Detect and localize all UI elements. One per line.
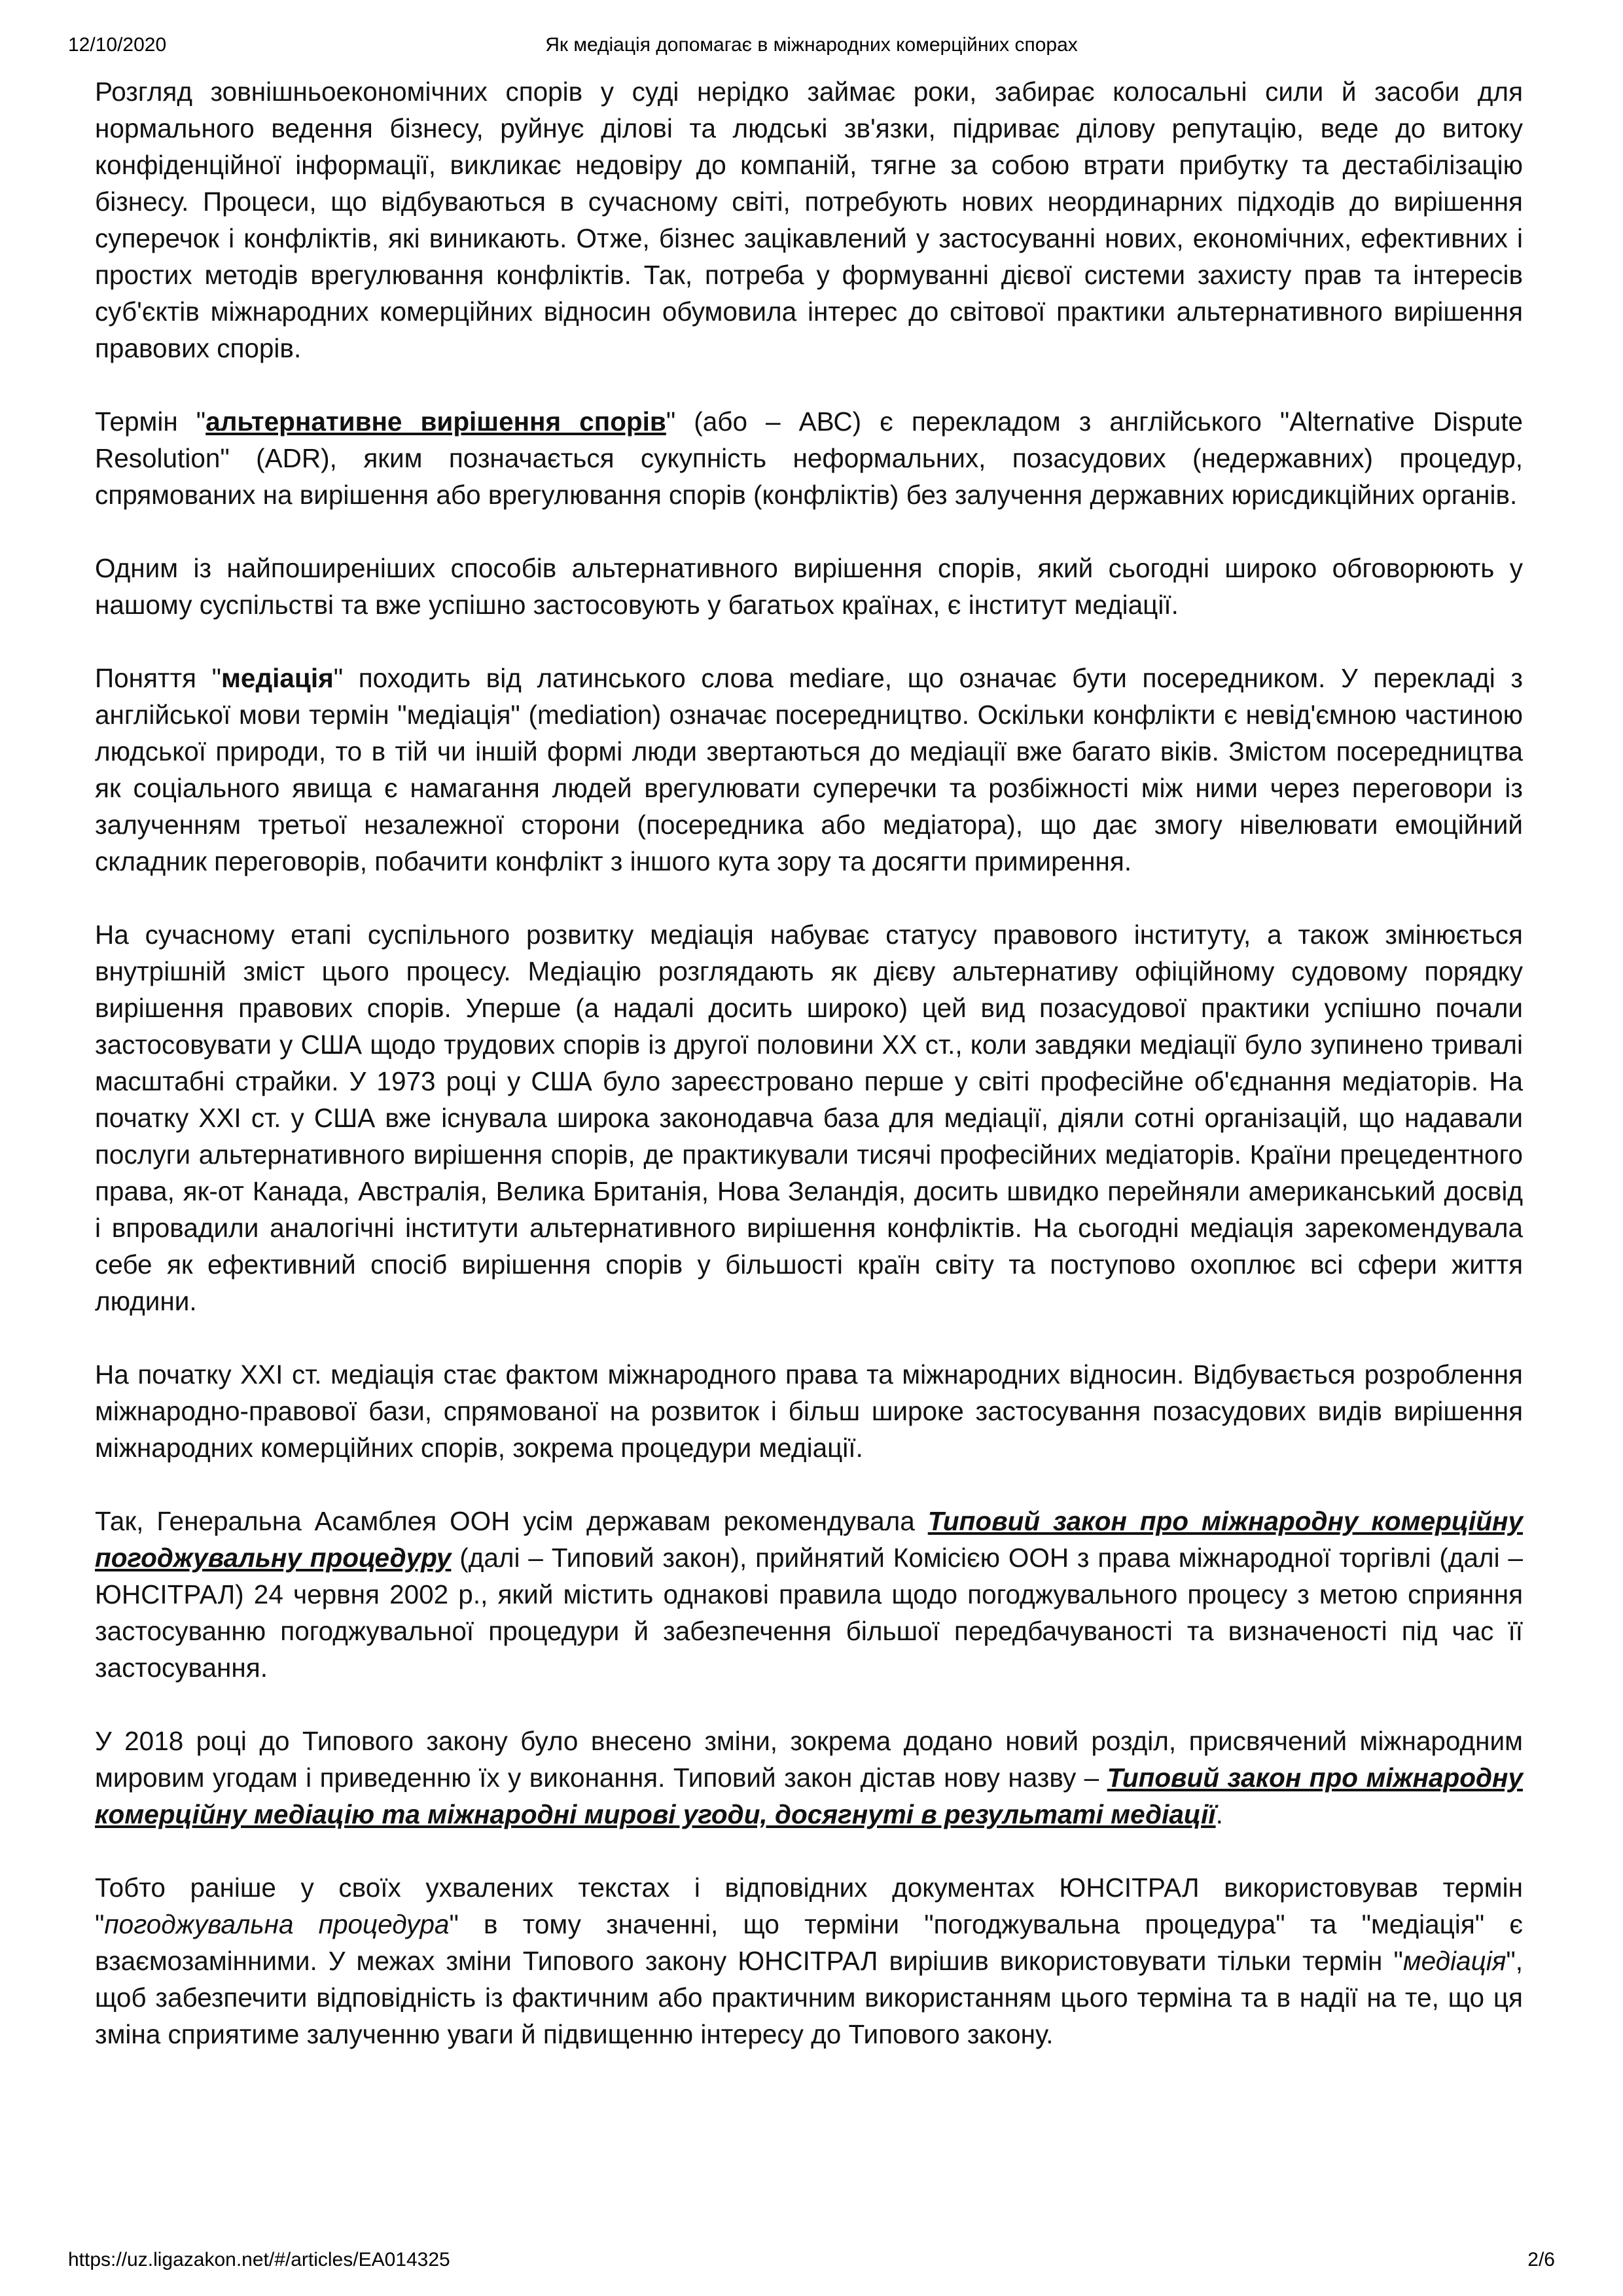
paragraph-7-text-before: Так, Генеральна Асамблея ООН усім державам рекомендувала [95, 1506, 928, 1536]
paragraph-9 [95, 1869, 1523, 2053]
paragraph-5: На сучасному етапі суспільного розвитку медіація набуває статусу правового інституту, а також змінюється внутрішній зміст цього процесу. Медіацію розглядають як дієву альтернативу офіційному судовому порядку вирішення правових спорів. Уперше (а надалі досить широко) цей вид позасудової практики успішно почали застосовувати у США щодо трудових спорів із другої половини XX ст., коли завдяки медіації було зупинено тривалі масштабні страйки. У 1973 році у США було зареєстровано перше у світі професійне об'єднання медіаторів. На початку XXI ст. у США вже існувала широка законодавча база для медіації, діяли сотні організацій, що надавали послуги альтернативного вирішення спорів, де практикували тисячі професійних медіаторів. Країни прецедентного права, як-от Канада, Австралія, Велика Британія, Нова Зеландія, досить швидко перейняли американський досвід і впровадили аналогічні інститути альтернативного вирішення конфліктів. На сьогодні медіація зарекомендувала себе як ефективний спосіб вирішення спорів у більшості країн світу та поступово охоплює всі сфери життя людини. [95, 920, 1523, 1316]
print-footer [68, 2249, 1555, 2275]
adr-term-link[interactable]: альтернативне вирішення спорів [205, 406, 666, 437]
paragraph-8-text-before: У 2018 році до Типового закону було внесено зміни, зокрема додано новий розділ, присвячений міжнародним мировим угодам і приведенню їх у виконання. Типовий закон дістав нову назву – [95, 1726, 1523, 1793]
paragraph-7 [95, 1503, 1523, 1686]
paragraph-4-text-after: " походить від латинського слова mediare, що означає бути посередником. У перекладі з англійської мови термін "медіація" (mediation) означає посередництво. Оскільки конфлікти є невід'ємною частиною людської природи, то в тій чи іншій формі люди звертаються до медіації вже багато віків. Змістом посередництва як соціального явища є намагання людей врегулювати суперечки та розбіжності між ними через переговори із залученням третьої незалежної сторони (посередника або медіатора), що дає змогу нівелювати емоційний складник переговорів, побачити конфлікт з іншого кута зору та досягти примирення. [95, 663, 1523, 876]
paragraph-2-text-before: Термін " [95, 406, 206, 437]
paragraph-9-text-3: ", щоб забезпечити відповідність із фактичним або практичним використанням цього терміна та в надії на те, що ця зміна сприятиме залученню уваги й підвищенню інтересу до Типового закону. [95, 1946, 1523, 2049]
print-title: Як медіація допомагає в міжнародних комерційних спорах [545, 34, 1078, 56]
model-law-2018-link[interactable]: Типовий закон про міжнародну комерційну медіацію та міжнародні мирові угоди, досягнуті в результаті медіації [95, 1763, 1523, 1829]
model-law-2002-link[interactable]: Типовий закон про міжнародну комерційну погоджувальну процедуру [95, 1506, 1524, 1573]
paragraph-9-text-1: Тобто раніше у своїх ухвалених текстах і відповідних документах ЮНСІТРАЛ використовував термін " [95, 1873, 1523, 1939]
mediation-term-bold: медіація [221, 663, 334, 693]
article-body [95, 73, 1523, 2053]
paragraph-2-text-after: " (або – АВС) є перекладом з англійського "Alternative Dispute Resolution" (ADR), яким позначається сукупність неформальних, позасудових (недержавних) процедур, спрямованих на вирішення або врегулювання спорів (конфліктів) без залучення державних юрисдикційних органів. [95, 406, 1524, 510]
paragraph-7-text-after: (далі – Типовий закон), прийнятий Комісією ООН з права міжнародної торгівлі (далі – ЮНСІТРАЛ) 24 червня 2002 р., який містить однакові правила щодо погоджувального процесу з метою сприяння застосуванню погоджувальної процедури й забезпечення більшої передбачуваності та визначеності під час її застосування. [95, 1543, 1523, 1683]
paragraph-1: Розгляд зовнішньоекономічних спорів у суді нерідко займає роки, забирає колосальні сили й засоби для нормального ведення бізнесу, руйнує ділові та людські зв'язки, підриває ділову репутацію, веде до витоку конфіденційної інформації, викликає недовіру до компаній, тягне за собою втрати прибутку та дестабілізацію бізнесу. Процеси, що відбуваються в сучасному світі, потребують нових неординарних підходів до вирішення суперечок і конфліктів, які виникають. Отже, бізнес зацікавлений у застосуванні нових, економічних, ефективних і простих методів врегулювання конфліктів. Так, потреба у формуванні дієвої системи захисту прав та інтересів суб'єктів міжнародних комерційних відносин обумовила інтерес до світової практики альтернативного вирішення правових спорів. [95, 77, 1523, 363]
paragraph-8 [95, 1723, 1523, 1833]
print-header [68, 34, 1555, 60]
paragraph-8-text-after: . [1215, 1799, 1223, 1829]
paragraph-4 [95, 660, 1523, 880]
paragraph-2 [95, 403, 1523, 513]
page-number: 2/6 [1527, 2249, 1555, 2270]
print-date: 12/10/2020 [68, 34, 167, 56]
conciliation-term-italic: погоджувальна процедура [104, 1909, 450, 1939]
mediation-term-italic: медіація [1402, 1946, 1507, 1976]
paragraph-3: Одним із найпоширеніших способів альтернативного вирішення спорів, який сьогодні широко обговорюють у нашому суспільстві та вже успішно застосовують у багатьох країнах, є інститут медіації. [95, 553, 1523, 620]
paragraph-4-text-before: Поняття " [95, 663, 221, 693]
paragraph-6: На початку XXI ст. медіація стає фактом міжнародного права та міжнародних відносин. Відбувається розроблення міжнародно-правової бази, спрямованої на розвиток і більш широке застосування позасудових видів вирішення міжнародних комерційних спорів, зокрема процедури медіації. [95, 1359, 1523, 1463]
print-url: https://uz.ligazakon.net/#/articles/EA014325 [68, 2249, 450, 2270]
paragraph-9-text-2: " в тому значенні, що терміни "погоджувальна процедура" та "медіація" є взаємозамінними. У межах зміни Типового закону ЮНСІТРАЛ вирішив використовувати тільки термін " [95, 1909, 1524, 1976]
